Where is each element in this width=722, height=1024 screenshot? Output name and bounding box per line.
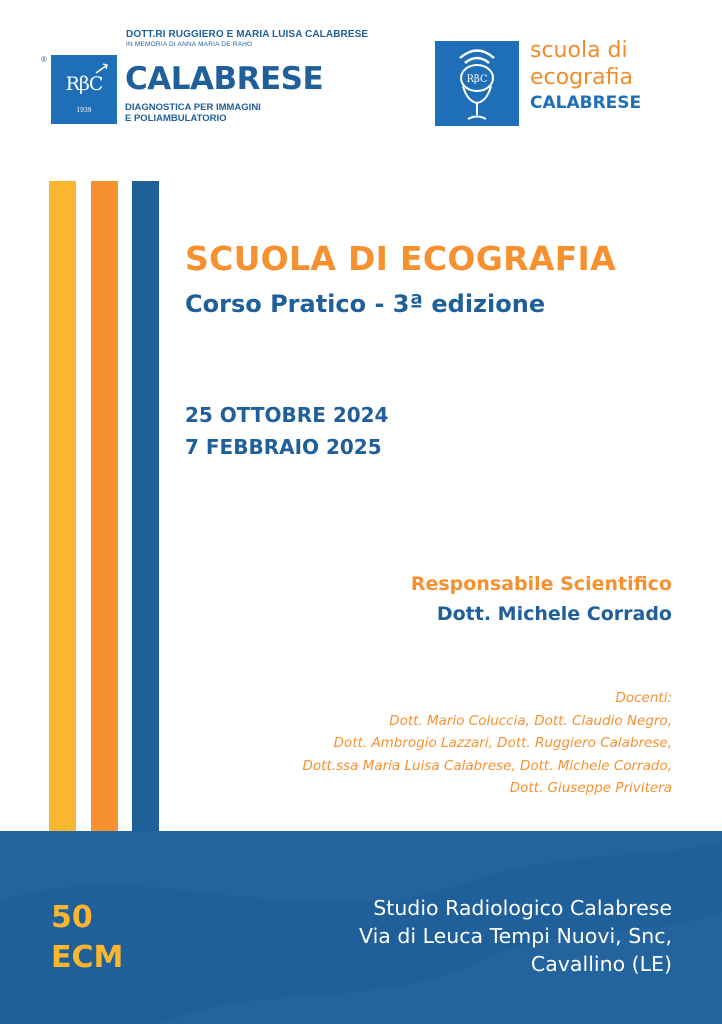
logo-letters: RβC xyxy=(65,73,103,95)
teachers-heading: Docenti: xyxy=(615,690,672,706)
brand-name: CALABRESE xyxy=(125,61,324,97)
address-block xyxy=(359,894,672,978)
yellow-stripe xyxy=(49,181,76,831)
header-memorial-line: IN MEMORIA DI ANNA MARIA DE RAHO xyxy=(126,41,253,48)
address-line: Studio Radiologico Calabrese xyxy=(373,896,672,920)
registered-mark: ® xyxy=(41,55,47,64)
course-title: SCUOLA DI ECOGRAFIA xyxy=(185,239,616,278)
brand-subtitle-2: E POLIAMBULATORIO xyxy=(125,113,227,124)
brand-subtitle-1: DIAGNOSTICA PER IMMAGINI xyxy=(125,102,261,113)
responsible-name: Dott. Michele Corrado xyxy=(436,603,672,625)
orange-stripe xyxy=(91,181,118,831)
school-logo-line-1: scuola di xyxy=(530,38,628,63)
school-logo-line-3: CALABRESE xyxy=(530,93,642,113)
star-icon xyxy=(95,63,109,75)
microphone-icon xyxy=(435,41,519,126)
blue-stripe xyxy=(132,181,159,831)
logo-year: 1939 xyxy=(76,107,92,114)
teachers-line: Dott. Giuseppe Privitera xyxy=(509,780,672,796)
address-line: Via di Leuca Tempi Nuovi, Snc, xyxy=(359,924,672,948)
calabrese-logo xyxy=(51,55,117,124)
footer-band xyxy=(0,831,722,1024)
teachers-list xyxy=(202,687,672,800)
course-subtitle: Corso Pratico - 3ª edizione xyxy=(185,290,546,318)
ecm-label: ECM xyxy=(51,940,124,975)
course-date-1: 25 OTTOBRE 2024 xyxy=(185,403,389,427)
teachers-line: Dott.ssa Maria Luisa Calabrese, Dott. Michele Corrado, xyxy=(302,757,672,774)
header-doctors-line: DOTT.RI RUGGIERO E MARIA LUISA CALABRESE xyxy=(126,29,369,40)
teachers-line: Dott. Ambrogio Lazzari, Dott. Ruggiero Calabrese, xyxy=(333,735,672,751)
course-date-2: 7 FEBBRAIO 2025 xyxy=(185,435,382,459)
teachers-line: Dott. Mario Coluccia, Dott. Claudio Negro, xyxy=(389,712,672,729)
school-logo-box xyxy=(435,41,519,126)
address-line: Cavallino (LE) xyxy=(530,952,672,976)
svg-text:RβC: RβC xyxy=(466,74,488,85)
school-logo-line-2: ecografia xyxy=(530,65,633,90)
ecm-number: 50 xyxy=(51,900,93,935)
responsible-label: Responsabile Scientifico xyxy=(410,573,672,595)
